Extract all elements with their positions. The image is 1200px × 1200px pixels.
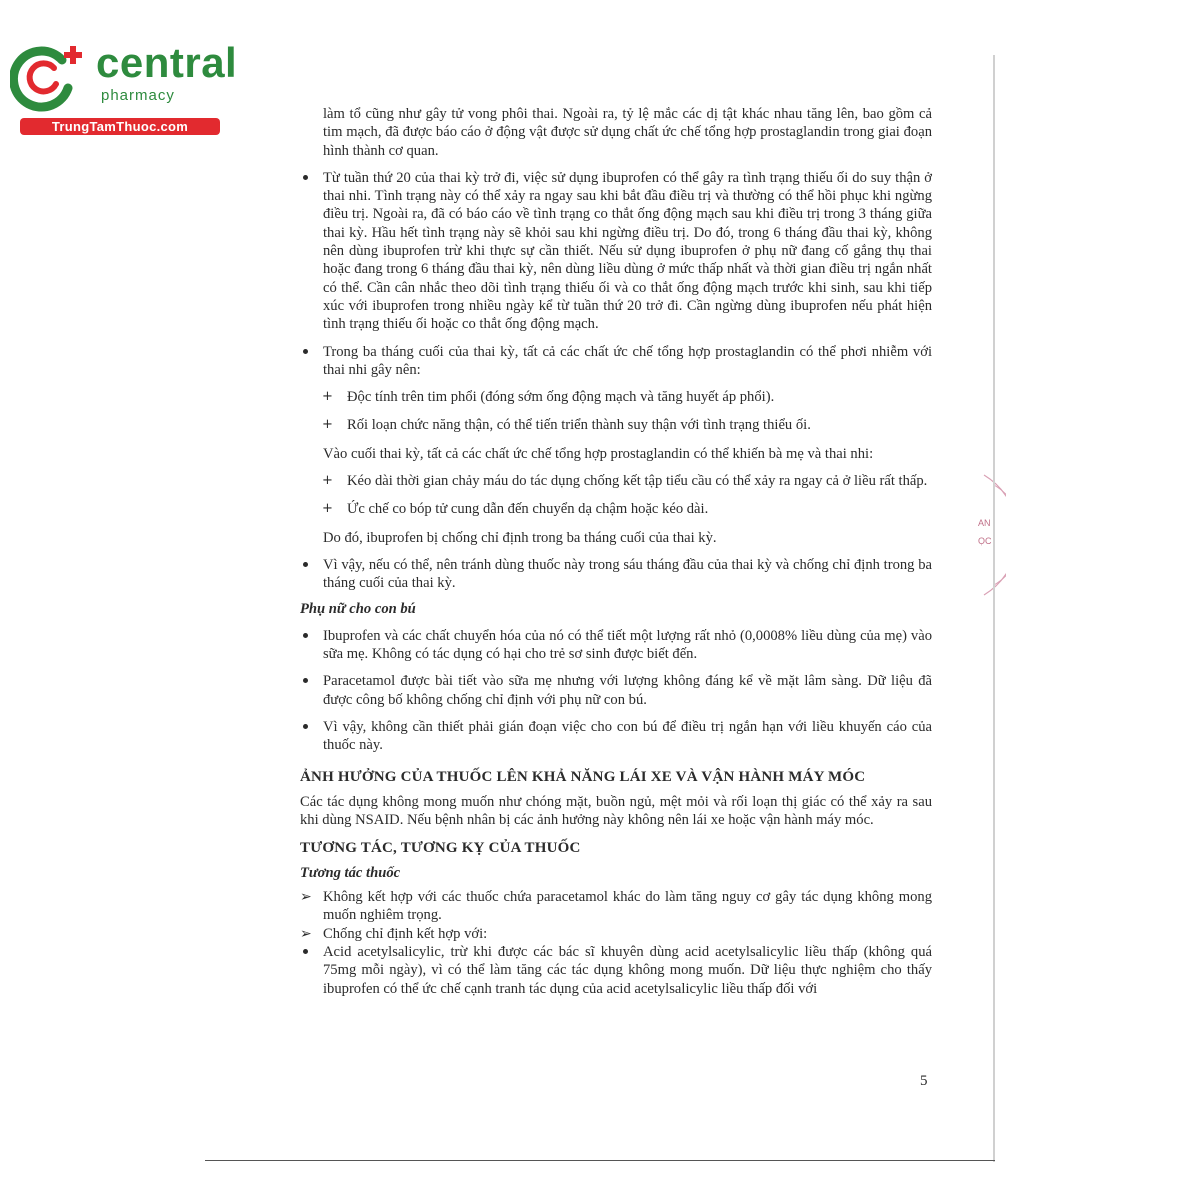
plus-bullet-icon: + [322, 501, 333, 517]
document-body [300, 105, 932, 998]
section-heading-driving: ẢNH HƯỞNG CỦA THUỐC LÊN KHẢ NĂNG LÁI XE VÀ VẬN HÀNH MÁY MÓC [300, 768, 866, 785]
page-bottom-rule [205, 1160, 995, 1161]
seal-arc-icon [966, 470, 1006, 600]
list-item [300, 627, 932, 664]
sub-list-item-text: Rối loạn chức năng thận, có thể tiến triển thành suy thận với tình trạng thiểu ối. [347, 417, 811, 434]
page-edge [993, 55, 995, 1162]
central-pharmacy-logo [10, 38, 238, 138]
plus-bullet-icon: + [322, 473, 333, 489]
page-number: 5 [920, 1073, 928, 1089]
list-item [300, 556, 932, 593]
brand-domain: TrungTamThuoc.com [20, 118, 220, 135]
list-item-text: Từ tuần thứ 20 của thai kỳ trở đi, việc sử dụng ibuprofen có thể gây ra tình trạng thiếu ối do suy thận ở thai nhi. Tình trạng này có thể xảy ra ngay sau khi bắt đầu điều trị và thường có thể hồi phục khi ngừng điều trị. Ngoài ra, đã có báo cáo về tình trạng co thắt ống động mạch sau khi điều trị trong 3 tháng giữa thai kỳ. Hầu hết tình trạng này sẽ khỏi sau khi ngừng điều trị. Do đó, trong 6 tháng đầu thai kỳ, không nên dùng ibuprofen trừ khi thực sự cần thiết. Nếu sử dụng ibuprofen ở phụ nữ đang cố gắng thụ thai hoặc đang trong 6 tháng đầu thai kỳ, nên dùng liều dùng ở mức thấp nhất và thời gian điều trị ngắn nhất có thể. Cần cân nhắc theo dõi tình trạng thiếu ối và co thắt ống động mạch trước khi sinh, sau khi tiếp xúc với ibuprofen trong nhiều ngày kể từ tuần thứ 20 trở đi. Cần ngừng dùng ibuprofen nếu phát hiện tình trạng thiếu ối hoặc co thắt ống động mạch. [323, 169, 932, 333]
list-item-text: Vì vậy, nếu có thể, nên tránh dùng thuốc này trong sáu tháng đầu của thai kỳ và chống chỉ định trong ba tháng cuối của thai kỳ. [323, 556, 932, 592]
seal-stamp [966, 470, 1006, 600]
sub-list-item [300, 416, 932, 434]
section-heading-interactions: TƯƠNG TÁC, TƯƠNG KỴ CỦA THUỐC [300, 839, 581, 856]
list-item-text: Không kết hợp với các thuốc chứa paracetamol khác do làm tăng nguy cơ gây tác dụng không mong muốn nghiêm trọng. [323, 889, 932, 924]
list-item-text: Vì vậy, không cần thiết phải gián đoạn việc cho con bú để điều trị ngắn hạn với liều khuyến cáo của thuốc này. [323, 719, 932, 754]
sub-list-item [300, 388, 932, 406]
list-item [300, 943, 932, 998]
stamp-fragment-2: ỌC [978, 536, 992, 546]
subheading-drug-interactions: Tương tác thuốc [300, 864, 401, 881]
sub-list-item [300, 472, 932, 490]
arrow-bullet-icon: ➢ [300, 889, 312, 906]
list-item [300, 888, 932, 925]
arrow-bullet-icon: ➢ [300, 925, 312, 942]
sub-list-item [300, 500, 932, 518]
list-item-text: Acid acetylsalicylic, trừ khi được các bác sĩ khuyên dùng acid acetylsalicylic liều thấp (không quá 75mg mỗi ngày), vì có thể làm tăng các tác dụng không mong muốn. Dữ liệu thực nghiệm cho thấy ibuprofen có thể ức chế cạnh tranh tác dụng của acid acetylsalicylic liều thấp đối với [323, 943, 932, 997]
list-item [300, 718, 932, 755]
plus-bullet-icon: + [322, 389, 333, 405]
brand-tagline: pharmacy [101, 87, 175, 104]
list-item [300, 672, 932, 709]
list-item [300, 343, 932, 380]
stamp-fragment-1: AN [978, 518, 991, 528]
pharmacy-cross-logo-icon [10, 38, 92, 112]
sub-list-item-text: Kéo dài thời gian chảy máu do tác dụng chống kết tập tiểu cầu có thể xảy ra ngay cả ở liều rất thấp. [347, 473, 928, 490]
list-item-text: Chống chỉ định kết hợp với: [323, 925, 488, 942]
list-item-text: Ibuprofen và các chất chuyển hóa của nó có thể tiết một lượng rất nhỏ (0,0008% liều dùng của mẹ) vào sữa mẹ. Không có tác dụng có hại cho trẻ sơ sinh được biết đến. [323, 627, 932, 663]
sub-list-item-text: Độc tính trên tim phổi (đóng sớm ống động mạch và tăng huyết áp phổi). [347, 389, 775, 406]
list-item [300, 169, 932, 334]
sub-list-item-text: Ức chế co bóp tử cung dẫn đến chuyển dạ chậm hoặc kéo dài. [347, 501, 709, 518]
list-item-text: Trong ba tháng cuối của thai kỳ, tất cả các chất ức chế tổng hợp prostaglandin có thể phơi nhiễm với thai nhi gây nên: [323, 343, 932, 378]
list-item-text: Paracetamol được bài tiết vào sữa mẹ nhưng với lượng không đáng kể về mặt lâm sàng. Dữ liệu đã được công bố không chống chỉ định với phụ nữ con bú. [323, 673, 932, 708]
indented-paragraph: Do đó, ibuprofen bị chống chỉ định trong ba tháng cuối của thai kỳ. [323, 529, 717, 546]
brand-name: central [96, 39, 238, 86]
paragraph: Các tác dụng không mong muốn như chóng mặt, buồn ngủ, mệt mỏi và rối loạn thị giác có thể xảy ra sau khi dùng NSAID. Nếu bệnh nhân bị các ảnh hưởng này không nên lái xe hoặc vận hành máy móc. [300, 793, 932, 829]
subheading-breastfeeding: Phụ nữ cho con bú [300, 600, 416, 617]
list-item [300, 925, 932, 943]
indented-paragraph: Vào cuối thai kỳ, tất cả các chất ức chế tổng hợp prostaglandin có thể khiến bà mẹ và thai nhi: [323, 445, 874, 462]
paragraph-continuation: làm tổ cũng như gây tử vong phôi thai. Ngoài ra, tỷ lệ mắc các dị tật khác nhau tăng lên, bao gồm cả tim mạch, đã được báo cáo ở động vật được sử dụng chất ức chế tổng hợp prostaglandin trong giai đoạn hình thành cơ quan. [323, 106, 932, 159]
plus-bullet-icon: + [322, 417, 333, 433]
